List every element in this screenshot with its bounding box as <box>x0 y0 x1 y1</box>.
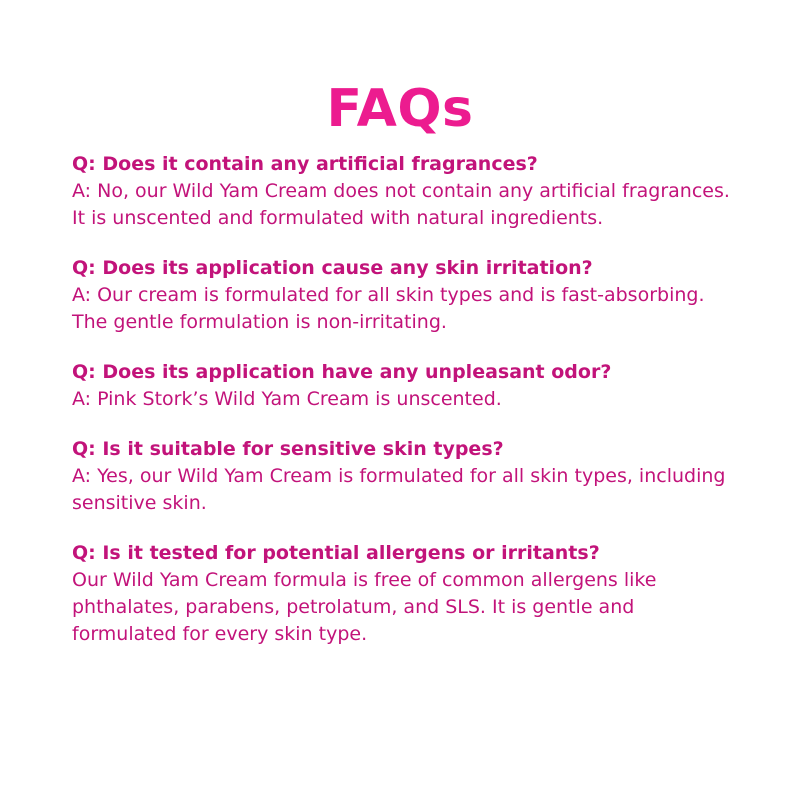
faq-answer-line: A: Our cream is formulated for all skin types and is fast-absorbing. <box>72 284 705 306</box>
faq-answer-line: A: Yes, our Wild Yam Cream is formulated for all skin types, including <box>72 465 726 487</box>
faq-item <box>72 436 762 517</box>
faq-item <box>72 151 762 232</box>
faq-item <box>72 255 762 336</box>
faq-answer-line: formulated for every skin type. <box>72 623 368 645</box>
faq-answer-line: phthalates, parabens, petrolatum, and SLS. It is gentle and <box>72 596 635 618</box>
faq-list <box>72 151 762 671</box>
faq-answer-line: A: Pink Stork’s Wild Yam Cream is unscented. <box>72 388 502 410</box>
faq-answer-line: A: No, our Wild Yam Cream does not contain any artificial fragrances. <box>72 180 730 202</box>
faq-answer-line: The gentle formulation is non-irritating. <box>72 311 447 333</box>
faq-item <box>72 540 762 648</box>
faq-answer-line: It is unscented and formulated with natural ingredients. <box>72 207 604 229</box>
faq-question: Q: Does its application cause any skin irritation? <box>72 257 593 279</box>
faq-item <box>72 359 762 413</box>
faq-question: Q: Is it tested for potential allergens or irritants? <box>72 542 600 564</box>
faq-question: Q: Is it suitable for sensitive skin types? <box>72 438 504 460</box>
page-title: FAQs <box>326 78 474 139</box>
faq-question: Q: Does its application have any unpleasant odor? <box>72 361 612 383</box>
faq-question: Q: Does it contain any artificial fragrances? <box>72 153 538 175</box>
faq-answer-line: Our Wild Yam Cream formula is free of common allergens like <box>72 569 657 591</box>
faq-answer-line: sensitive skin. <box>72 492 207 514</box>
